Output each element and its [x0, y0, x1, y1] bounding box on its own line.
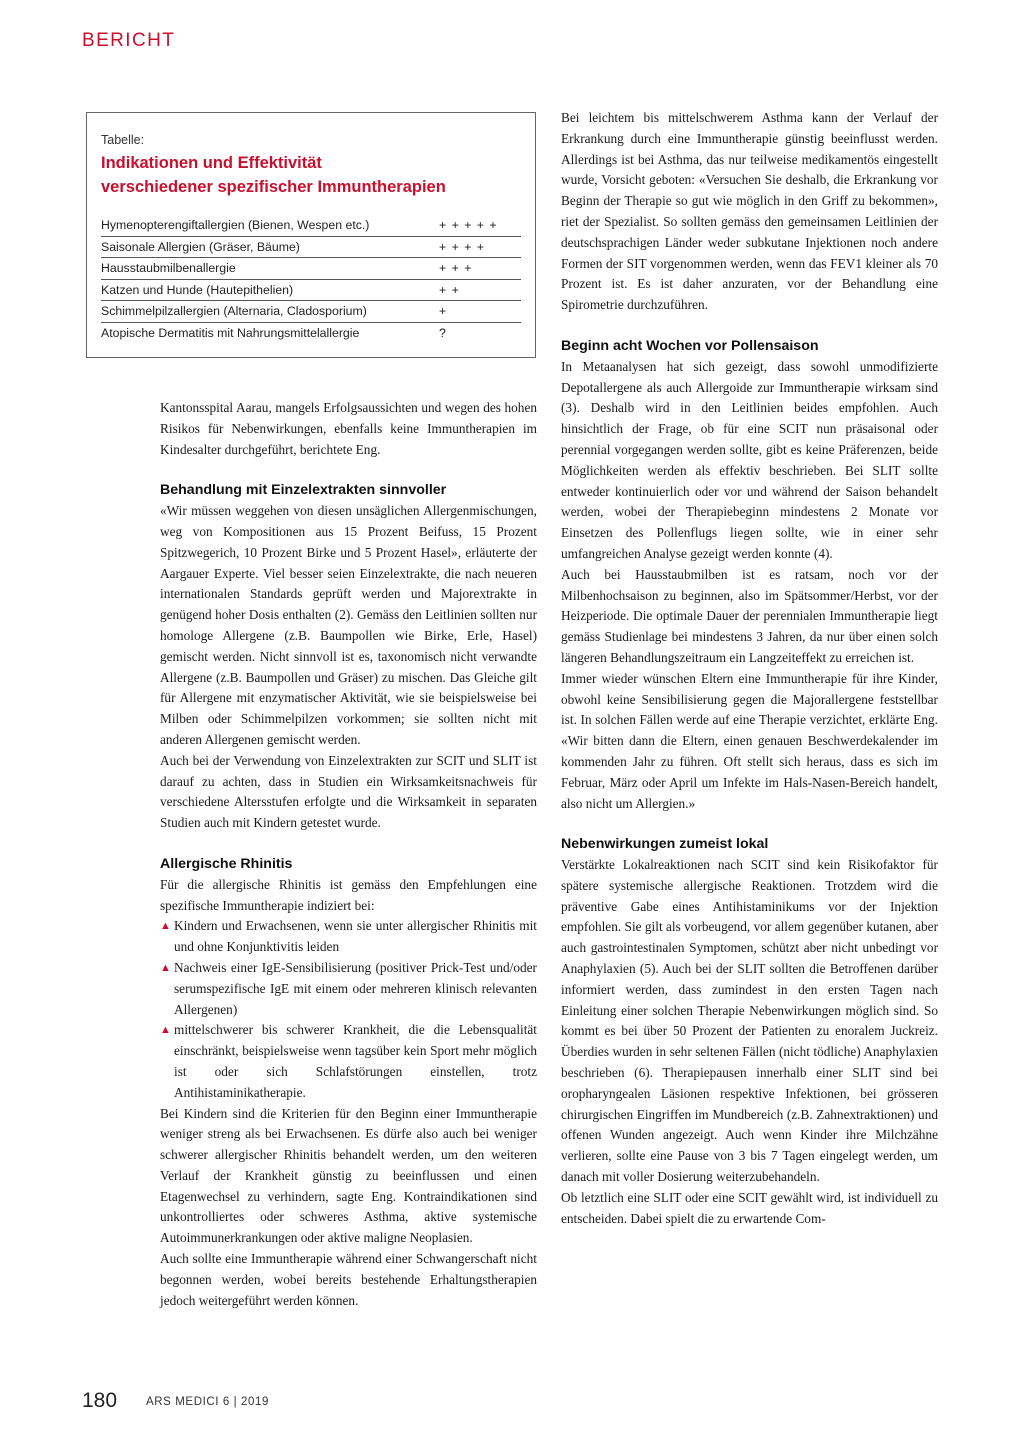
paragraph: Auch bei der Verwendung von Einzelextrakten zur SCIT und SLIT ist darauf zu achten, dass in Studien ein Wirksamkeitsnachweis für verschiedene Altersstufen erfolgte und die Wirksamkeit in separaten Studien auch mit Kindern getestet wurde.: [160, 752, 537, 831]
list-item: [160, 958, 537, 1020]
indications-table: [86, 112, 536, 358]
row-indication: Schimmelpilzallergien (Alternaria, Cladosporium): [101, 304, 367, 318]
row-effectiveness: ?: [439, 325, 447, 340]
table-body: [101, 215, 521, 343]
page-number: 180: [82, 1389, 118, 1412]
table-row: [101, 323, 521, 344]
triangle-bullet-icon: ▲: [160, 920, 171, 933]
table-row: [101, 258, 521, 280]
table-title-line-2: verschiedener spezifischer Immuntherapien: [101, 178, 446, 196]
table-row: [101, 215, 521, 237]
table-caption: Tabelle:: [101, 133, 145, 147]
list-item-text: Kindern und Erwachsenen, wenn sie unter allergischer Rhinitis mit und ohne Konjunktivitis leiden: [174, 918, 537, 955]
heading-allergische-rhinitis: Allergische Rhinitis: [160, 855, 293, 872]
table-title: [101, 151, 521, 199]
row-effectiveness: + + +: [439, 261, 473, 275]
row-effectiveness: + +: [439, 282, 460, 297]
list-item: [160, 1020, 537, 1103]
paragraph: In Metaanalysen hat sich gezeigt, dass sowohl unmodifizierte Depotallergene als auch Allergoide zur Immuntherapie wirksam sind (3). Deshalb wird in den Leitlinien beides empfohlen. Auch hinsichtlich der Frage, ob für eine SCIT nun präsaisonal oder perennial vorgegangen werden sollte, gibt es keine Präferenzen, beide Möglichkeiten werden als effektiv beschrieben. Bei SLIT sollte entweder kontinuierlich oder vor und während der Saison behandelt werden, wobei der Therapiebeginn mindestens 2 Monate vor Einsetzen des Pollenflugs liegen sollte, wie in einer sehr umfangreichen Analyse gezeigt werden konnte (4).: [561, 358, 938, 561]
row-indication: Atopische Dermatitis mit Nahrungsmittelallergie: [101, 325, 360, 340]
row-indication: Katzen und Hunde (Hautepithelien): [101, 282, 294, 297]
table-row: [101, 280, 521, 302]
paragraph: Bei Kindern sind die Kriterien für den Beginn einer Immuntherapie weniger streng als bei Erwachsenen. Es dürfe also auch bei weniger schwerer allergischer Rhinitis behandelt werden, um den weiteren Verlauf der Krankheit günstig zu beeinflussen und einen Etagenwechsel zu verhindern, sagte Eng. Kontraindikationen sind unkontrolliertes oder schweres Asthma, aktive systemische Autoimmunerkrankungen oder aktive maligne Neoplasien.: [160, 1105, 537, 1246]
row-indication: Saisonale Allergien (Gräser, Bäume): [101, 239, 300, 254]
table-title-line-1: Indikationen und Effektivität: [101, 154, 322, 172]
paragraph: Immer wieder wünschen Eltern eine Immuntherapie für ihre Kinder, obwohl keine Sensibilisierung gegen die Majorallergene feststellbar ist. In solchen Fällen werde auf eine Therapie verzichtet, erklärte Eng. «Wir bitten dann die Eltern, einen genauen Beschwerdekalender im kommenden Jahr zu führen. Oft stellt sich heraus, dass es sich im Februar, März oder April um Infekte im Hals-Nasen-Bereich handelt, also nicht um Allergien.»: [561, 670, 938, 811]
paragraph: Auch sollte eine Immuntherapie während einer Schwangerschaft nicht begonnen werden, wobei bereits bestehende Erhaltungstherapien jedoch weitergeführt werden können.: [160, 1251, 537, 1308]
heading-einzelextrakte: Behandlung mit Einzelextrakten sinnvoller: [160, 482, 447, 499]
paragraph: Auch bei Hausstaubmilben ist es ratsam, noch vor der Milbenhochsaison zu beginnen, also im Spätsommer/Herbst, vor der Heizperiode. Die optimale Dauer der perennialen Immuntherapie liegt gemäss Studienlage bei mindestens 3 Jahren, da nur über einen solch längeren Behandlungszeitraum ein Langzeiteffekt zu erreichen ist.: [561, 566, 938, 665]
intro-paragraph: Kantonsspital Aarau, mangels Erfolgsaussichten und wegen des hohen Risikos für Nebenwirkungen, ebenfalls keine Immuntherapien im Kindesalter durchgeführt, berichtete Eng.: [160, 400, 537, 457]
row-indication: Hymenopterengiftallergien (Bienen, Wespen etc.): [101, 218, 370, 232]
table-row: [101, 237, 521, 259]
table-row: [101, 301, 521, 323]
paragraph: «Wir müssen weggehen von diesen unsäglichen Allergenmischungen, weg von Kompositionen aus 15 Prozent Beifuss, 15 Prozent Spitzwegerich, 10 Prozent Birke und 5 Prozent Hasel», erläuterte der Aargauer Experte. Viel besser seien Einzelextrakte, die nach neueren internationalen Standards geprüft werden und Majorextrakte in genügend hoher Dosis enthalten (2). Gemäss den Leitlinien sollten nur homologe Allergene (z.B. Baumpollen wie Birke, Erle, Hasel) gemischt werden. Nicht sinnvoll ist es, taxonomisch nicht verwandte Allergene (z.B. Baumpollen und Gräser) zu mischen. Das Gleiche gilt für Allergene mit enzymatischer Aktivität, wie sie beispielsweise bei Milben oder Schimmelpilzen vorkommen; sie sollten nicht mit anderen Allergenen gemischt werden.: [160, 503, 537, 747]
right-column: [561, 108, 938, 1229]
paragraph: Verstärkte Lokalreaktionen nach SCIT sind kein Risikofaktor für spätere systemische allergische Reaktionen. Trotzdem wird die präventive Gabe eines Antihistaminikums vor der Injektion empfohlen. Sie gilt als vorbeugend, vor allem gegenüber kutanen, aber auch gastrointestinalen Symptomen, schützt aber nicht unbedingt vor Anaphylaxien (5). Auch bei der SLIT sollten die Betroffenen darüber informiert werden, dass zumindest in den ersten Tagen nach Einleitung einer solchen Therapie Nebenwirkungen möglich sind. So kommt es bei über 50 Prozent der Patienten zu enoralem Juckreiz. Überdies wurden in sehr seltenen Fällen (nicht tödliche) Anaphylaxien beschrieben (6). Therapiepausen innerhalb einer SLIT sind bei oropharyngealen Läsionen respektive Infektionen, bei grösseren chirurgischen Eingriffen im Mundbereich (z.B. Zahnextraktionen) und offenen Wunden angezeigt. Auch wenn Kinder ihre Milchzähne verlieren, sollte eine Pause von 3 bis 7 Tagen eingelegt werden, um danach mit voller Dosierung weiterzubehandeln.: [561, 857, 938, 1185]
row-indication: Hausstaubmilbenallergie: [101, 261, 236, 275]
row-effectiveness: + + + + +: [439, 218, 498, 232]
paragraph: Für die allergische Rhinitis ist gemäss den Empfehlungen eine spezifische Immuntherapie indiziert bei:: [160, 876, 537, 913]
heading-pollensaison: Beginn acht Wochen vor Pollensaison: [561, 337, 819, 354]
list-item-text: mittelschwerer bis schwerer Krankheit, die die Lebensqualität einschränkt, beispielsweise wenn tagsüber kein Sport mehr möglich ist oder sich Schlafstörungen einstellen, trotz Antihistaminikatherapie.: [174, 1022, 537, 1100]
list-item-text: Nachweis einer IgE-Sensibilisierung (positiver Prick-Test und/oder serumspezifische IgE mit einem oder mehreren klinisch relevanten Allergenen): [174, 959, 537, 1017]
heading-nebenwirkungen: Nebenwirkungen zumeist lokal: [561, 836, 769, 853]
paragraph: Bei leichtem bis mittelschwerem Asthma kann der Verlauf der Erkrankung durch eine Immuntherapie günstig beeinflusst werden. Allerdings ist bei Asthma, das nur teilweise medikamentös eingestellt wurde, Vorsicht geboten: «Versuchen Sie deshalb, die Erkrankung vor Beginn der Therapie so gut wie möglich in den Griff zu bekommen», riet der Spezialist. So sollten gemäss den gemeinsamen Leitlinien der deutschsprachigen Länder weder subkutane Injektionen noch andere Formen der SIT vorgenommen werden, wenn das FEV1 kleiner als 70 Prozent ist. Es ist daher anzuraten, vor der Behandlung eine Spirometrie durchzuführen.: [561, 110, 938, 313]
list-item: [160, 916, 537, 958]
journal-issue: ARS MEDICI 6 | 2019: [146, 1396, 270, 1408]
left-column: [160, 398, 537, 1311]
triangle-bullet-icon: ▲: [160, 1024, 171, 1037]
triangle-bullet-icon: ▲: [160, 961, 171, 974]
row-effectiveness: +: [439, 304, 448, 318]
row-effectiveness: + + + +: [439, 239, 485, 254]
paragraph: Ob letztlich eine SLIT oder eine SCIT gewählt wird, ist individuell zu entscheiden. Dabei spielt die zu erwartende Com-: [561, 1189, 938, 1226]
section-label: BERICHT: [82, 30, 176, 51]
